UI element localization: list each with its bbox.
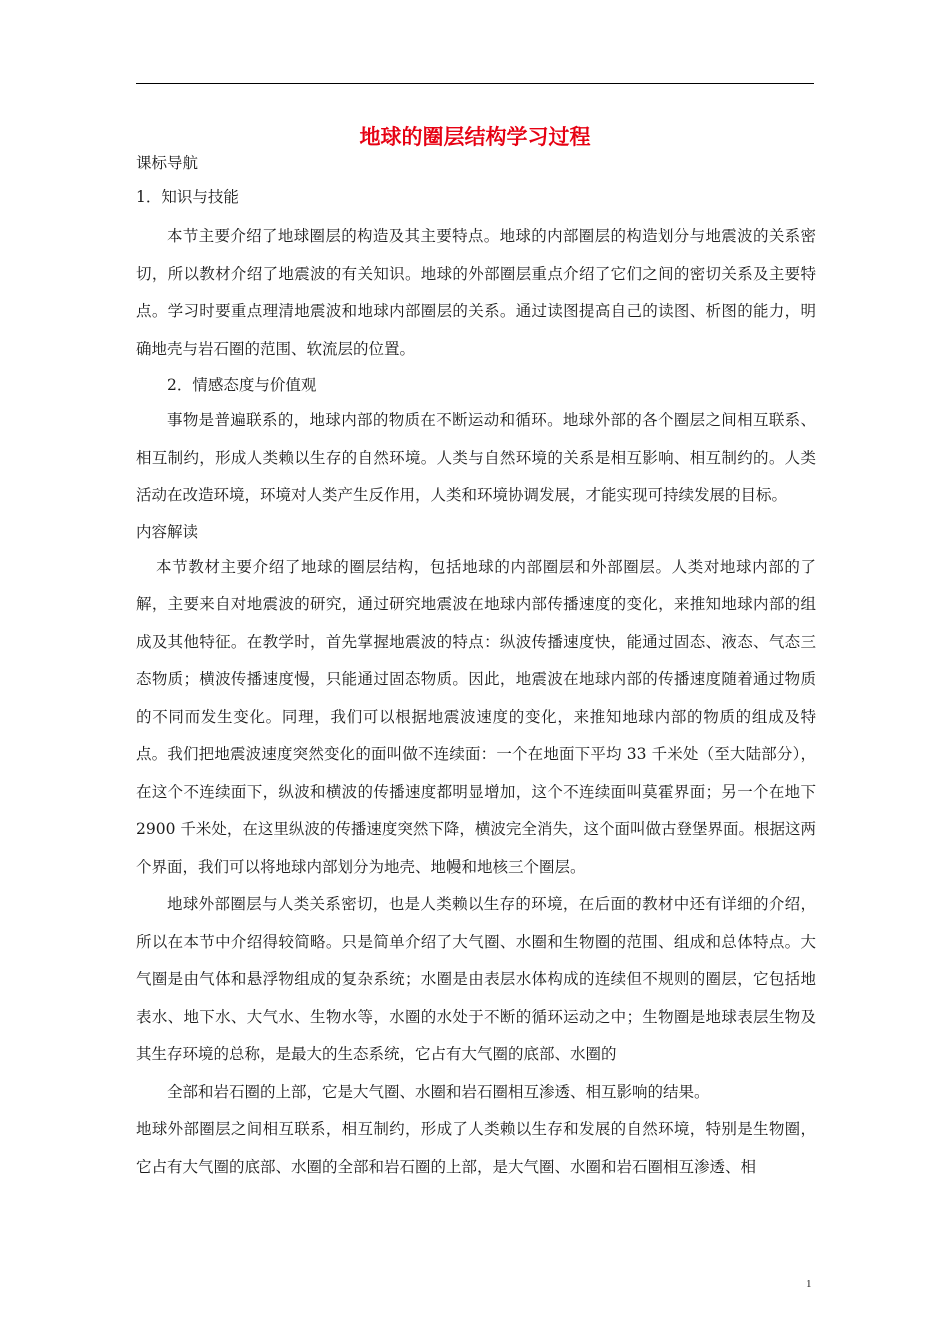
document-title: 地球的圈层结构学习过程	[359, 125, 591, 149]
paragraph-emotion: 事物是普遍联系的，地球内部的物质在不断运动和循环。地球外部的各个圈层之间相互联系、相互制约，形成人类赖以生存的自然环境。人类与自然环境的关系是相互影响、相互制约的。人类活动在改造环境，环境对人类产生反作用，人类和环境协调发展，才能实现可持续发展的目标。	[136, 411, 816, 504]
paragraph-content-4: 地球外部圈层之间相互联系，相互制约，形成了人类赖以生存和发展的自然环境，特别是生物圈，它占有大气圈的底部、水圈的全部和岩石圈的上部，是大气圈、水圈和岩石圈相互渗透、相	[136, 1120, 816, 1176]
paragraph-content-3: 全部和岩石圈的上部，它是大气圈、水圈和岩石圈相互渗透、相互影响的结果。	[167, 1082, 710, 1101]
section-heading-emotion: 2．情感态度与价值观	[167, 376, 317, 394]
paragraph-content-1: 本节教材主要介绍了地球的圈层结构，包括地球的内部圈层和外部圈层。人类对地球内部的了解，主要来自对地震波的研究，通过研究地震波在地球内部传播速度的变化，来推知地球内部的组成及其他特征。在教学时，首先掌握地震波的特点：纵波传播速度快，能通过固态、液态、气态三态物质；横波传播速度慢，只能通过固态物质。因此，地震波在地球内部的传播速度随着通过物质的不同而发生变化。同理，我们可以根据地震波速度的变化，来推知地球内部的物质的组成及特点。我们把地震波速度突然变化的面叫做不连续面：一个在地面下平均 33 千米处（至大陆部分），在这个不连续面下，纵波和横波的传播速度都明显增加，这个不连续面叫莫霍界面；另一个在地下 2900 千米处，在这里纵波的传播速度突然下降，横波完全消失，这个面叫做古登堡界面。根据这两个界面，我们可以将地球内部划分为地壳、地幔和地核三个圈层。	[136, 557, 816, 876]
section-heading-content: 内容解读	[136, 522, 199, 541]
header-rule	[136, 83, 814, 84]
document-body	[136, 146, 816, 1186]
section-heading-knowledge: 1．知识与技能	[136, 188, 239, 206]
paragraph-content-2: 地球外部圈层与人类关系密切，也是人类赖以生存的环境，在后面的教材中还有详细的介绍，所以在本节中介绍得较简略。只是简单介绍了大气圈、水圈和生物圈的范围、组成和总体特点。大气圈是由气体和悬浮物组成的复杂系统；水圈是由表层水体构成的连续但不规则的圈层，它包括地表水、地下水、大气水、生物水等，水圈的水处于不断的循环运动之中；生物圈是地球表层生物及其生存环境的总称，是最大的生态系统，它占有大气圈的底部、水圈的	[136, 895, 816, 1063]
section-heading-guide: 课标导航	[136, 154, 199, 172]
paragraph-knowledge: 本节主要介绍了地球圈层的构造及其主要特点。地球的内部圈层的构造划分与地震波的关系密切，所以教材介绍了地震波的有关知识。地球的外部圈层重点介绍了它们之间的密切关系及主要特点。学习时要重点理清地震波和地球内部圈层的关系。通过读图提高自己的读图、析图的能力，明确地壳与岩石圈的范围、软流层的位置。	[136, 227, 816, 358]
page-number: 1	[806, 1278, 812, 1290]
